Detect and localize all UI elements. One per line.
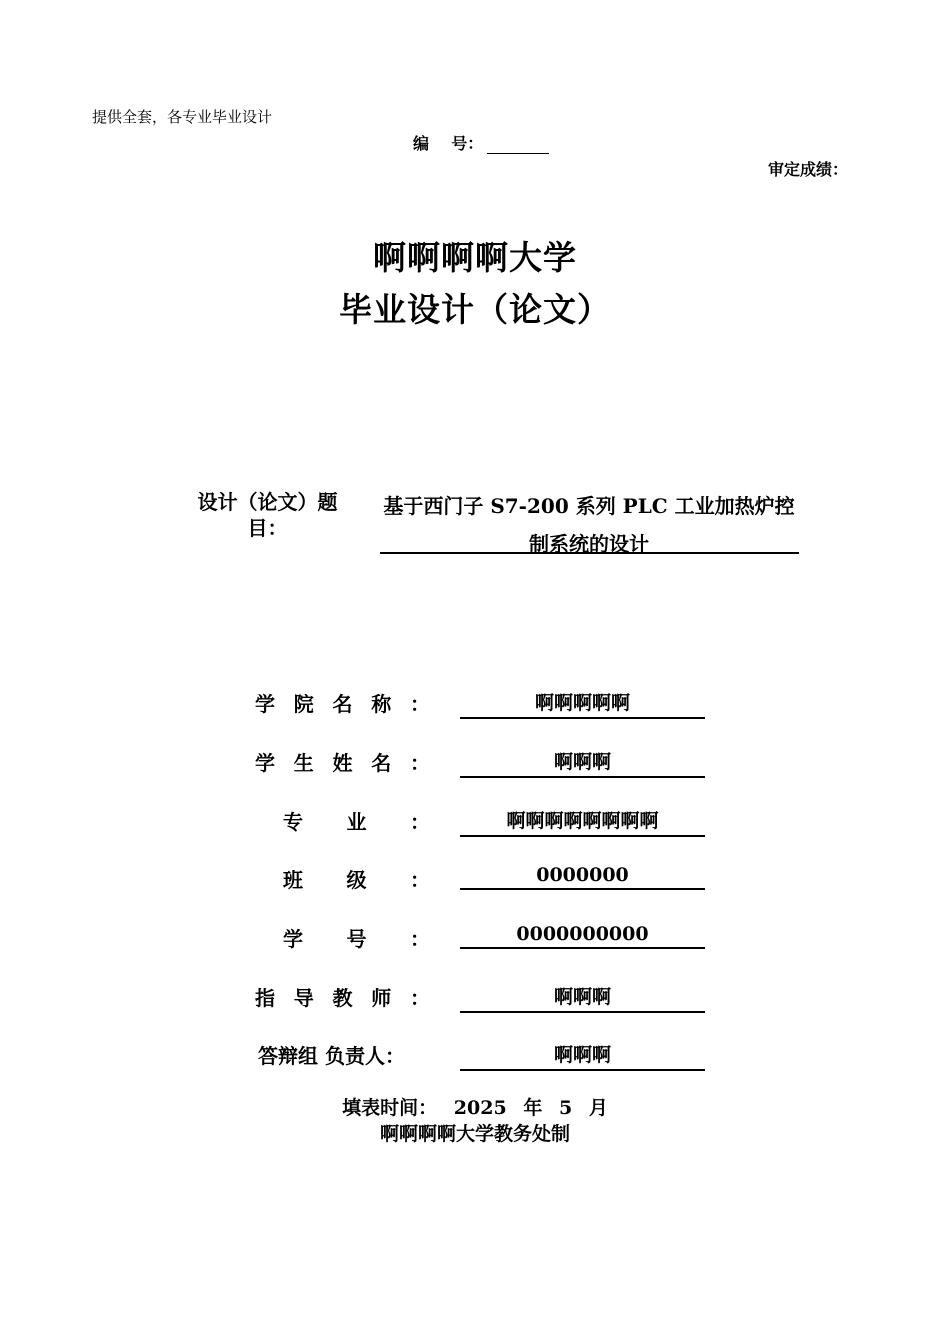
fill-time-year-unit: 年 — [523, 1097, 543, 1119]
grade-label: 审定成绩： — [767, 160, 848, 179]
field-label-advisor: 指导教师： — [255, 986, 430, 1010]
field-value-student-name: 啊啊啊 — [460, 747, 705, 778]
field-value-college: 啊啊啊啊啊 — [460, 688, 705, 719]
field-value-class: 0000000 — [460, 864, 705, 890]
field-value-major: 啊啊啊啊啊啊啊啊 — [460, 806, 705, 837]
field-label-major: 专业： — [283, 810, 430, 834]
topic-underline — [380, 552, 799, 554]
fill-time-month: 5 — [558, 1097, 573, 1119]
fill-time-month-unit: 月 — [588, 1097, 608, 1119]
field-label-student-id: 学号： — [283, 927, 430, 951]
field-label-student-name: 学生姓名： — [255, 751, 430, 775]
field-label-defense-lead: 答辩组 负责人： — [258, 1044, 405, 1068]
fill-time — [0, 1093, 950, 1120]
issuing-office: 啊啊啊啊大学教务处制 — [379, 1123, 570, 1145]
thesis-title: 毕业设计（论文） — [339, 290, 611, 329]
topic-label: 设计（论文）题目： — [197, 490, 338, 540]
field-value-student-id: 0000000000 — [460, 923, 705, 949]
fill-time-label: 填表时间： — [342, 1097, 438, 1119]
fill-time-year: 2025 — [453, 1097, 507, 1119]
header-note: 提供全套，各专业毕业设计 — [92, 108, 273, 126]
field-value-defense-lead: 啊啊啊 — [460, 1040, 705, 1071]
field-label-class: 班级： — [283, 868, 430, 892]
number-field — [413, 131, 549, 154]
field-value-advisor: 啊啊啊 — [460, 982, 705, 1013]
number-label: 编 号： — [413, 134, 484, 153]
number-blank — [487, 137, 549, 154]
topic-value: 基于西门子 S7-200 系列 PLC 工业加热炉控制系统的设计 — [383, 494, 795, 556]
field-label-college: 学院名称： — [255, 692, 430, 716]
university-name: 啊啊啊啊大学 — [373, 238, 577, 277]
